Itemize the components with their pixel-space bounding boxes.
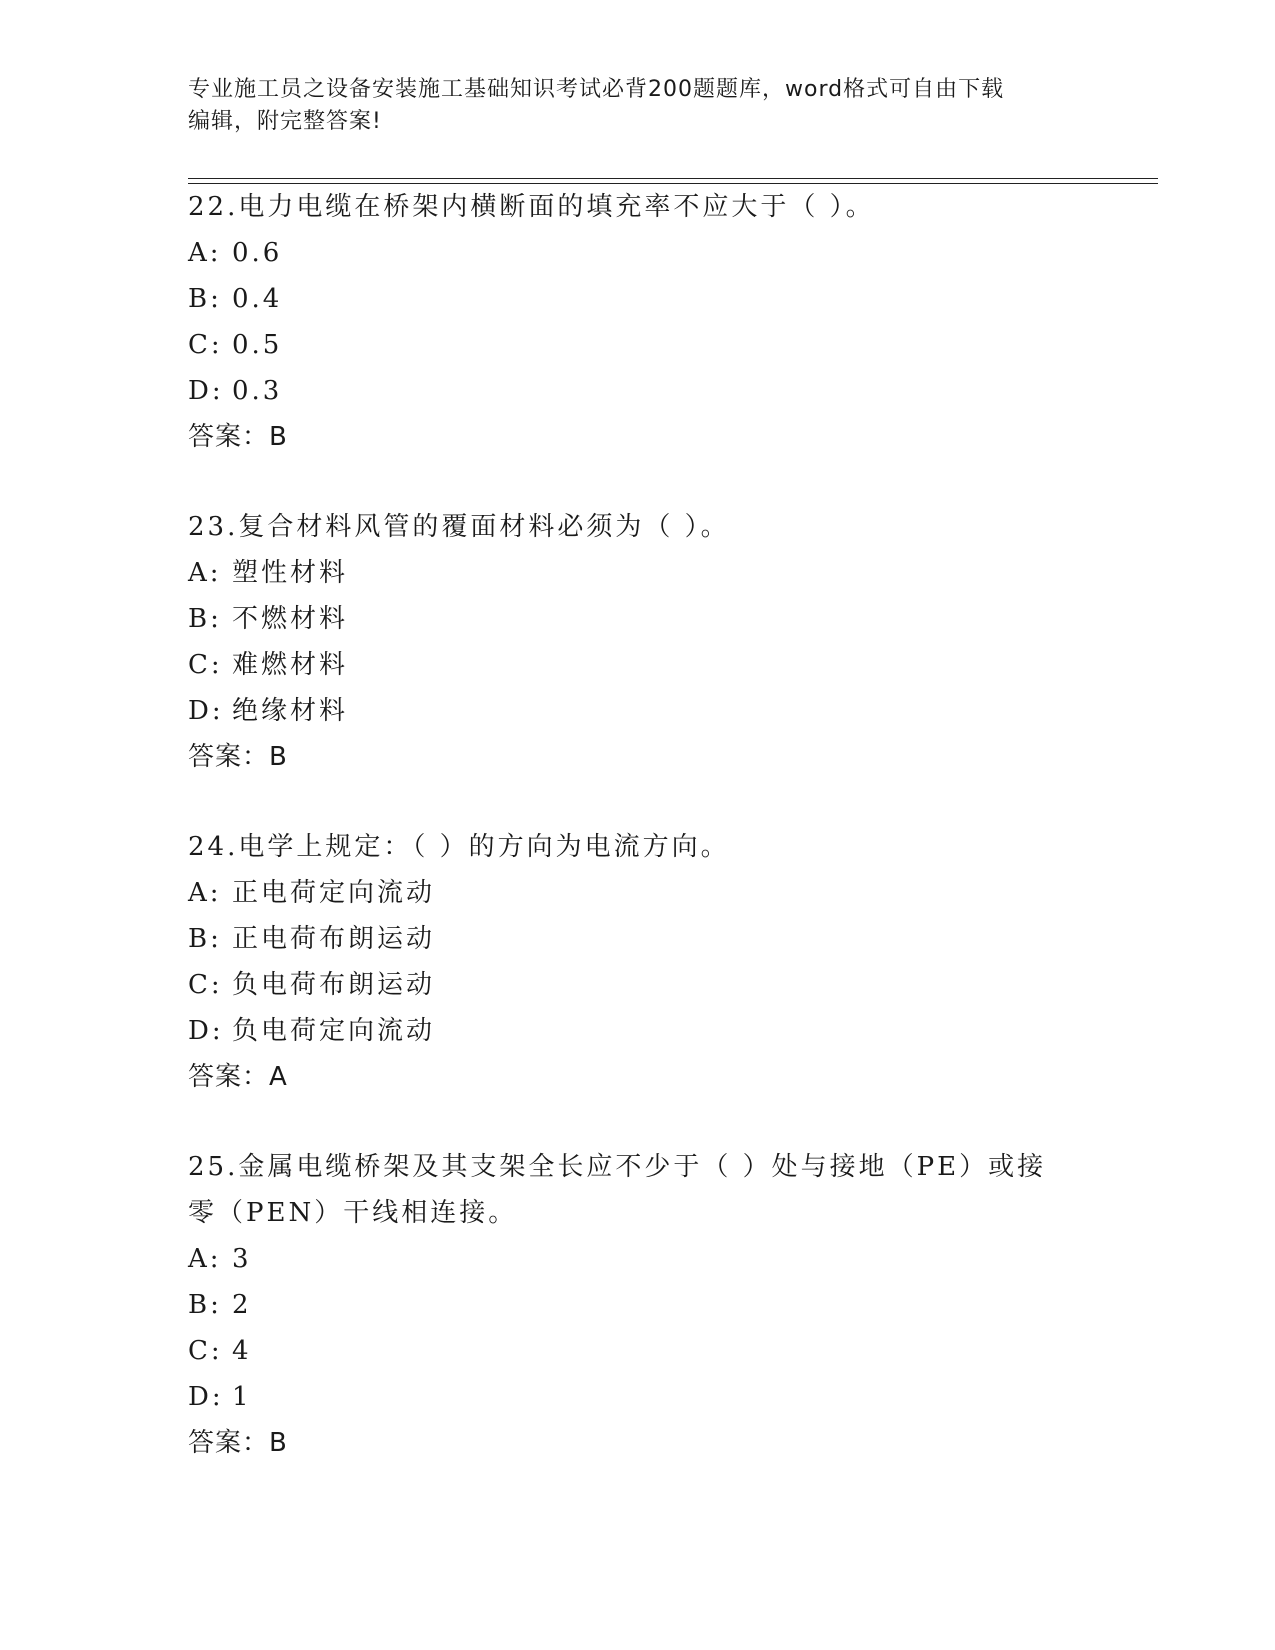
option-letter: B:: [188, 924, 222, 954]
question-stem: 22.电力电缆在桥架内横断面的填充率不应大于（ ）。: [188, 192, 875, 222]
document-header: [188, 74, 1068, 138]
option-text: 正电荷布朗运动: [232, 924, 436, 954]
option-text: 0.3: [232, 376, 283, 406]
option-letter: C:: [188, 970, 223, 1000]
option-letter: B:: [188, 604, 222, 634]
option-c: [188, 962, 1088, 1008]
option-text: 绝缘材料: [232, 696, 349, 726]
question-25: [188, 1144, 1068, 1466]
answer-line: 答案：B: [188, 422, 288, 452]
option-b: [188, 916, 1088, 962]
option-text: 塑性材料: [232, 558, 349, 588]
option-d: [188, 1374, 1068, 1420]
option-text: 0.4: [232, 284, 283, 314]
question-22: [188, 184, 1088, 460]
option-text: 1: [232, 1382, 252, 1412]
option-d: [188, 688, 1088, 734]
option-letter: C:: [188, 330, 223, 360]
option-text: 不燃材料: [232, 604, 349, 634]
option-c: [188, 1328, 1068, 1374]
option-letter: D:: [188, 376, 224, 406]
option-a: [188, 230, 1088, 276]
header-title-line-2: 编辑，附完整答案!: [188, 109, 382, 134]
option-letter: D:: [188, 696, 224, 726]
option-text: 0.6: [232, 238, 283, 268]
question-23: [188, 504, 1088, 780]
option-text: 3: [232, 1244, 252, 1274]
header-title-line-1: 专业施工员之设备安装施工基础知识考试必背200题题库，word格式可自由下载: [188, 77, 1005, 102]
option-letter: B:: [188, 284, 222, 314]
option-b: [188, 596, 1088, 642]
answer-line: 答案：A: [188, 1062, 288, 1092]
option-letter: B:: [188, 1290, 222, 1320]
option-letter: C:: [188, 650, 223, 680]
option-text: 负电荷布朗运动: [232, 970, 436, 1000]
option-d: [188, 1008, 1088, 1054]
option-a: [188, 550, 1088, 596]
option-d: [188, 368, 1088, 414]
option-letter: A:: [188, 878, 222, 908]
question-stem: 24.电学上规定：（ ）的方向为电流方向。: [188, 832, 730, 862]
option-text: 负电荷定向流动: [232, 1016, 436, 1046]
option-b: [188, 276, 1088, 322]
answer-line: 答案：B: [188, 1428, 288, 1458]
option-c: [188, 322, 1088, 368]
question-stem: 25.金属电缆桥架及其支架全长应不少于（ ）处与接地（PE）或接零（PEN）干线相连接。: [188, 1152, 1047, 1228]
option-letter: A:: [188, 1244, 222, 1274]
question-stem: 23.复合材料风管的覆面材料必须为（ ）。: [188, 512, 730, 542]
option-text: 2: [232, 1290, 252, 1320]
option-b: [188, 1282, 1068, 1328]
option-a: [188, 1236, 1068, 1282]
option-text: 0.5: [232, 330, 283, 360]
option-a: [188, 870, 1088, 916]
header-divider-top: [188, 178, 1158, 179]
option-letter: D:: [188, 1382, 224, 1412]
option-text: 正电荷定向流动: [232, 878, 436, 908]
option-letter: D:: [188, 1016, 224, 1046]
option-letter: C:: [188, 1336, 223, 1366]
option-letter: A:: [188, 558, 222, 588]
option-text: 4: [232, 1336, 252, 1366]
option-c: [188, 642, 1088, 688]
question-24: [188, 824, 1088, 1100]
option-text: 难燃材料: [232, 650, 349, 680]
answer-line: 答案：B: [188, 742, 288, 772]
option-letter: A:: [188, 238, 222, 268]
